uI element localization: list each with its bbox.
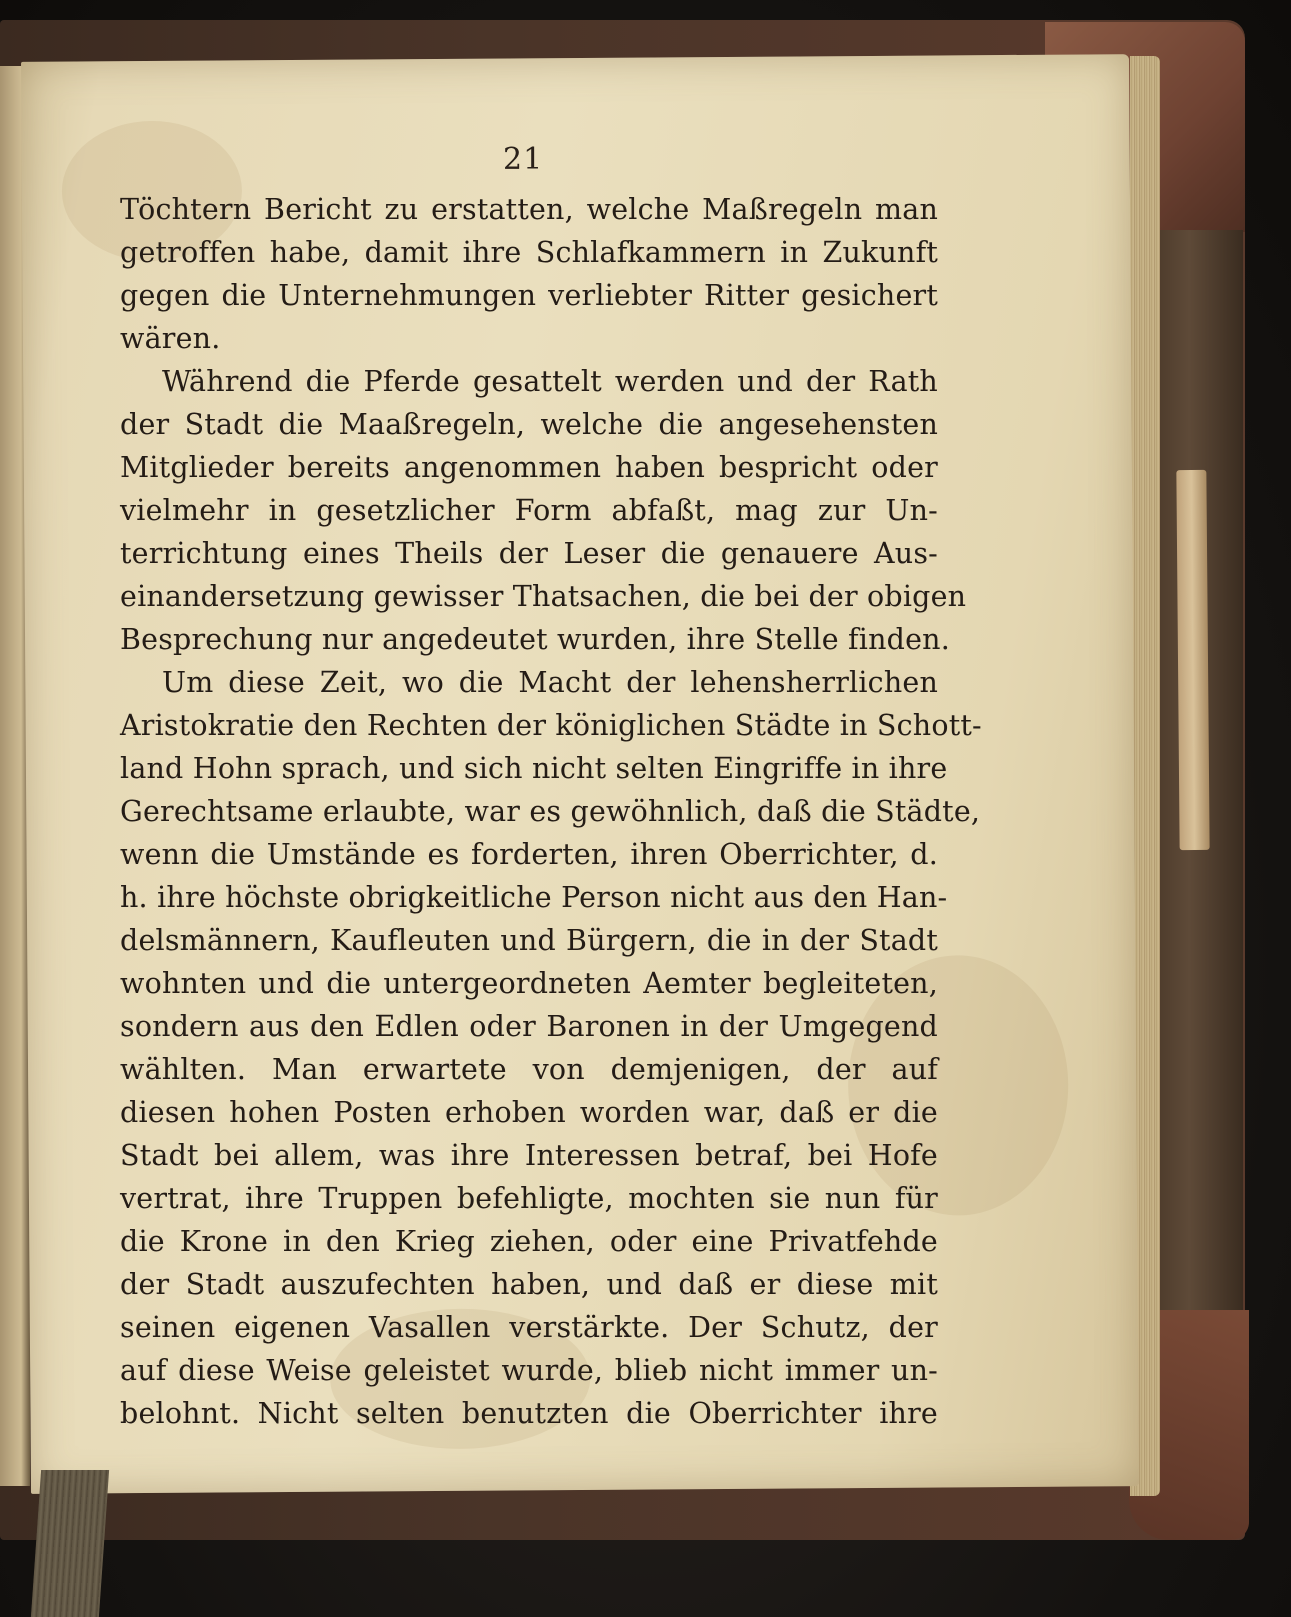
- text-line: land Hohn sprach, und sich nicht selten Eingriffe in ihre: [120, 752, 948, 785]
- text-line: wenn die Umstände es forderten, ihren Oberrichter, d.: [120, 838, 938, 871]
- text-line: der Stadt auszufechten haben, und daß er diese mit: [120, 1268, 938, 1301]
- text-line: belohnt. Nicht selten benutzten die Oberrichter ihre: [120, 1397, 938, 1430]
- text-line: delsmännern, Kaufleuten und Bürgern, die in der Stadt: [120, 924, 938, 957]
- text-line: Gerechtsame erlaubte, war es gewöhnlich, daß die Städte,: [120, 795, 981, 828]
- text-line: Während die Pferde gesattelt werden und der Rath: [162, 365, 938, 398]
- text-line: h. ihre höchste obrigkeitliche Person nicht aus den Han-: [120, 881, 948, 914]
- text-line: vielmehr in gesetzlicher Form abfaßt, mag zur Un-: [120, 494, 938, 527]
- text-line: Stadt bei allem, was ihre Interessen betraf, bei Hofe: [120, 1139, 938, 1172]
- text-line: vertrat, ihre Truppen befehligte, mochten sie nun für: [120, 1182, 938, 1215]
- text-line: Um diese Zeit, wo die Macht der lehensherrlichen: [162, 666, 938, 699]
- text-line: Aristokratie den Rechten der königlichen Städte in Schott-: [120, 709, 982, 742]
- text-line: Besprechung nur angedeutet wurden, ihre Stelle finden.: [120, 623, 950, 656]
- text-line: seinen eigenen Vasallen verstärkte. Der Schutz, der: [120, 1311, 938, 1344]
- bookmark-ribbon: [31, 1470, 109, 1617]
- page-number: 21: [503, 142, 544, 177]
- text-line: Töchtern Bericht zu erstatten, welche Maßregeln man: [120, 193, 938, 226]
- text-line: Mitglieder bereits angenommen haben bespricht oder: [120, 451, 938, 484]
- text-line: der Stadt die Maaßregeln, welche die angesehensten: [120, 408, 938, 441]
- text-line: sondern aus den Edlen oder Baronen in der Umgegend: [120, 1010, 938, 1043]
- text-line: wohnten und die untergeordneten Aemter begleiteten,: [120, 967, 938, 1000]
- body-text: [120, 190, 982, 1450]
- text-line: die Krone in den Krieg ziehen, oder eine Privatfehde: [120, 1225, 938, 1258]
- text-line: terrichtung eines Theils der Leser die genauere Aus-: [120, 537, 938, 570]
- text-line: wählten. Man erwartete von demjenigen, der auf: [120, 1053, 938, 1086]
- text-line: diesen hohen Posten erhoben worden war, daß er die: [120, 1096, 938, 1129]
- text-line: gegen die Unternehmungen verliebter Ritter gesichert: [120, 279, 938, 312]
- text-line: einandersetzung gewisser Thatsachen, die bei der obigen: [120, 580, 967, 613]
- text-line: getroffen habe, damit ihre Schlafkammern in Zukunft: [120, 236, 938, 269]
- text-line: auf diese Weise geleistet wurde, blieb nicht immer un-: [120, 1354, 938, 1387]
- text-line: wären.: [120, 322, 221, 355]
- paper-bookmark: [1176, 470, 1209, 850]
